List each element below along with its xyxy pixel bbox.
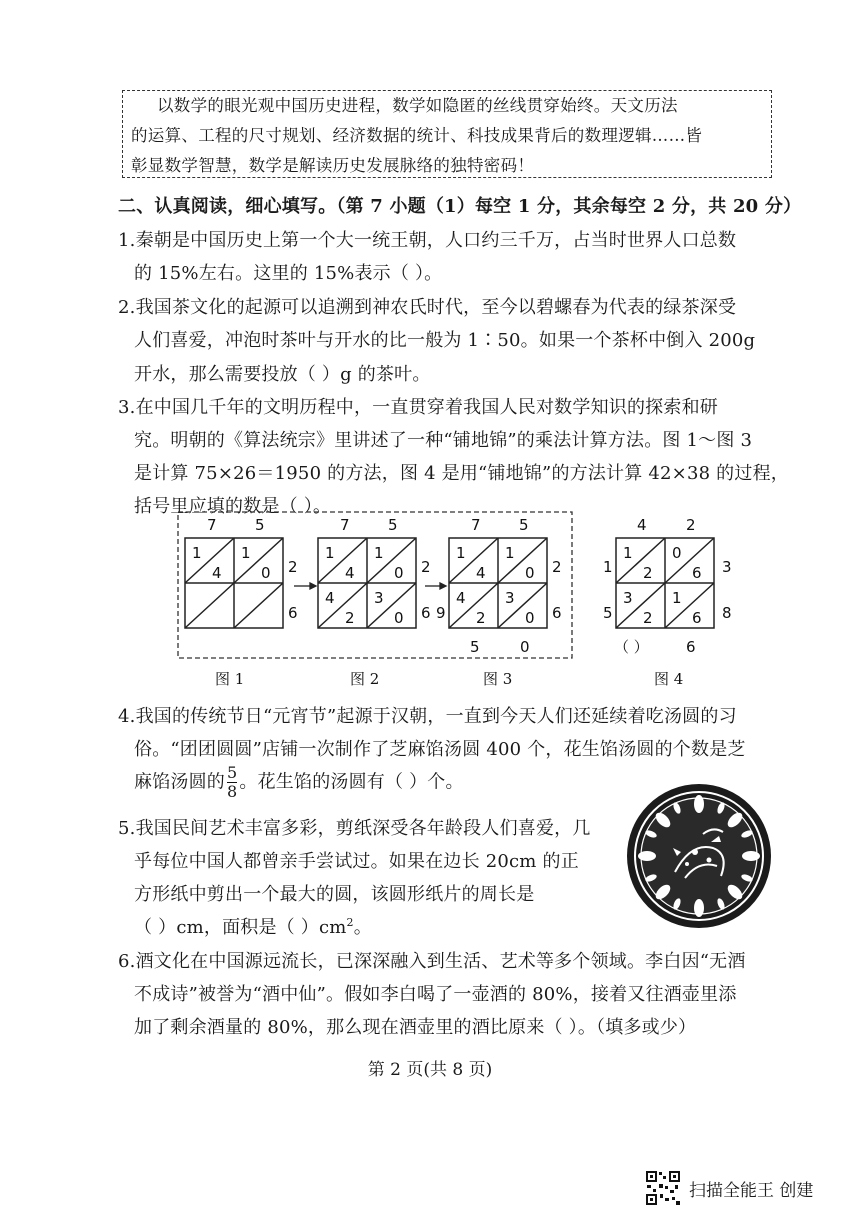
arrow-2 (425, 583, 446, 589)
q3-line-4: 括号里应填的数是（ ）。 (134, 496, 332, 517)
fig2-caption: 图 2 (350, 670, 380, 688)
fig3-bottom-digit-2: 0 (520, 638, 530, 656)
fig4-left-digit-2: 5 (603, 604, 613, 622)
fig3-caption: 图 3 (483, 670, 513, 688)
fig2-cell-1: 1 (325, 544, 335, 562)
intro-box (122, 90, 772, 178)
fig4-cell-5: 3 (623, 589, 633, 607)
q4-line-3-a: 麻馅汤圆的 (134, 771, 225, 793)
fig4-cell-8: 6 (692, 609, 702, 627)
pudijin-figures (170, 508, 760, 693)
q5-superscript: 2 (346, 916, 354, 929)
fig4-top-digit-2: 2 (686, 516, 696, 534)
fig4-cell-2: 2 (643, 564, 653, 582)
fig2-side-digit-2: 6 (421, 604, 431, 622)
fig4-right-digit-1: 3 (722, 558, 732, 576)
q5-line-4-a: （ ）cm，面积是（ ）cm (134, 917, 347, 938)
fig2-cell-2: 4 (345, 564, 355, 582)
fig1-side-digit-2: 6 (288, 604, 298, 622)
q5-line-1: 5.我国民间艺术丰富多彩，剪纸深受各年龄段人们喜爱，几 (118, 818, 591, 839)
q4-line-1: 4.我国的传统节日“元宵节”起源于汉朝，一直到今天人们还延续着吃汤圆的习 (118, 706, 737, 727)
fig2-cell-6: 2 (345, 609, 355, 627)
fig4-right-digit-2: 8 (722, 604, 732, 622)
fig2-cell-5: 4 (325, 589, 335, 607)
fig4-left-digit-1: 1 (603, 558, 613, 576)
fig4-bottom-blank: （ ） (614, 638, 649, 656)
fig3-bottom-digit-1: 5 (470, 638, 480, 656)
q1-line-2: 的 15%左右。这里的 15%表示（ ）。 (134, 263, 443, 284)
fig2-cell-4: 0 (394, 564, 404, 582)
fig3-cell-5: 4 (456, 589, 466, 607)
fig4-caption: 图 4 (654, 670, 684, 688)
fig1-top-digit-1: 7 (207, 516, 217, 534)
fig4-cell-7: 1 (672, 589, 682, 607)
q4-line-3 (118, 764, 464, 801)
q4-line-2: 俗。“团团圆圆”店铺一次制作了芝麻馅汤圆 400 个，花生馅汤圆的个数是芝 (134, 739, 746, 760)
arrow-1 (294, 583, 316, 589)
page-number: 第 2 页(共 8 页) (367, 1060, 493, 1080)
fig4-top-digit-1: 4 (637, 516, 647, 534)
fig3-left-digit: 9 (436, 604, 446, 622)
fig1-side-digit-1: 2 (288, 558, 298, 576)
fig1-top-digit-2: 5 (255, 516, 265, 534)
qr-code-icon (645, 1170, 681, 1206)
fig4-cell-1: 1 (623, 544, 633, 562)
paper-cut-illustration (625, 782, 773, 930)
fig2-cell-3: 1 (374, 544, 384, 562)
scanner-watermark (645, 1170, 813, 1206)
intro-line-1: 以数学的眼光观中国历史进程，数学如隐匿的丝线贯穿始终。天文历法 (157, 96, 678, 115)
fig2-cell-7: 3 (374, 589, 384, 607)
q1-line-1: 1.秦朝是中国历史上第一个大一统王朝，人口约三千万，占当时世界人口总数 (118, 230, 737, 251)
fig1-caption: 图 1 (215, 670, 245, 688)
q2-line-1: 2.我国茶文化的起源可以追溯到神农氏时代，至今以碧螺春为代表的绿茶深受 (118, 297, 737, 318)
fig4-bottom-digit: 6 (686, 638, 696, 656)
fig1-cell-3: 1 (241, 544, 251, 562)
fraction-denominator: 8 (227, 782, 238, 801)
fig3-side-digit-1: 2 (552, 558, 562, 576)
fig3-cell-2: 4 (476, 564, 486, 582)
fig1-cell-2: 4 (212, 564, 222, 582)
q5-line-2: 乎每位中国人都曾亲手尝试过。如果在边长 20cm 的正 (134, 851, 579, 872)
q6-line-3: 加了剩余酒量的 80%，那么现在酒壶里的酒比原来（ ）。（填多或少） (134, 1017, 697, 1038)
q3-line-2: 究。明朝的《算法统宗》里讲述了一种“铺地锦”的乘法计算方法。图 1～图 3 (134, 430, 753, 451)
fig3-top-digit-2: 5 (519, 516, 529, 534)
scanner-brand-text: 扫描全能王 创建 (689, 1180, 814, 1201)
fig4-cell-6: 2 (643, 609, 653, 627)
fig1-cell-4: 0 (261, 564, 271, 582)
fig3-side-digit-2: 6 (552, 604, 562, 622)
fig3-top-digit-1: 7 (471, 516, 481, 534)
q5-line-3: 方形纸中剪出一个最大的圆，该圆形纸片的周长是 (134, 884, 535, 905)
fig3-cell-4: 0 (525, 564, 535, 582)
q6-line-2: 不成诗”被誉为“酒中仙”。假如李白喝了一壶酒的 80%，接着又往酒壶里添 (134, 984, 737, 1005)
section-title: 二、认真阅读，细心填写。（第 7 小题（1）每空 1 分，其余每空 2 分，共 20 分） (118, 196, 802, 217)
q5-line-4 (118, 913, 372, 939)
fig3-cell-8: 0 (525, 609, 535, 627)
q3-line-3: 是计算 75×26＝1950 的方法，图 4 是用“铺地锦”的方法计算 42×38 的过程， (134, 463, 789, 484)
q3-line-1: 3.在中国几千年的文明历程中，一直贯穿着我国人民对数学知识的探索和研 (118, 397, 718, 418)
fig3-cell-7: 3 (505, 589, 515, 607)
q2-line-2: 人们喜爱，冲泡时茶叶与开水的比一般为 1∶50。如果一个茶杯中倒入 200g (134, 330, 756, 351)
fraction-five-eighths (227, 764, 237, 801)
q5-line-4-b: 。 (353, 917, 372, 938)
fig2-side-digit-1: 2 (421, 558, 431, 576)
fraction-numerator: 5 (227, 763, 238, 782)
fig2-top-digit-2: 5 (388, 516, 398, 534)
intro-line-3: 彰显数学智慧，数学是解读历史发展脉络的独特密码！ (131, 156, 535, 175)
fig2-top-digit-1: 7 (340, 516, 350, 534)
fig4-cell-4: 6 (692, 564, 702, 582)
fig3-cell-3: 1 (505, 544, 515, 562)
fig4-cell-3: 0 (672, 544, 682, 562)
q6-line-1: 6.酒文化在中国源远流长，已深深融入到生活、艺术等多个领域。李白因“无酒 (118, 951, 746, 972)
fig1-cell-1: 1 (192, 544, 202, 562)
figures-dashed-frame (178, 512, 572, 658)
intro-line-2: 的运算、工程的尺寸规划、经济数据的统计、科技成果背后的数理逻辑……皆 (131, 126, 703, 145)
q4-line-3-b: 。花生馅的汤圆有（ ）个。 (239, 771, 464, 793)
fig3-cell-1: 1 (456, 544, 466, 562)
fig2-cell-8: 0 (394, 609, 404, 627)
q2-line-3: 开水，那么需要投放（ ）g 的茶叶。 (134, 364, 431, 385)
fig3-cell-6: 2 (476, 609, 486, 627)
